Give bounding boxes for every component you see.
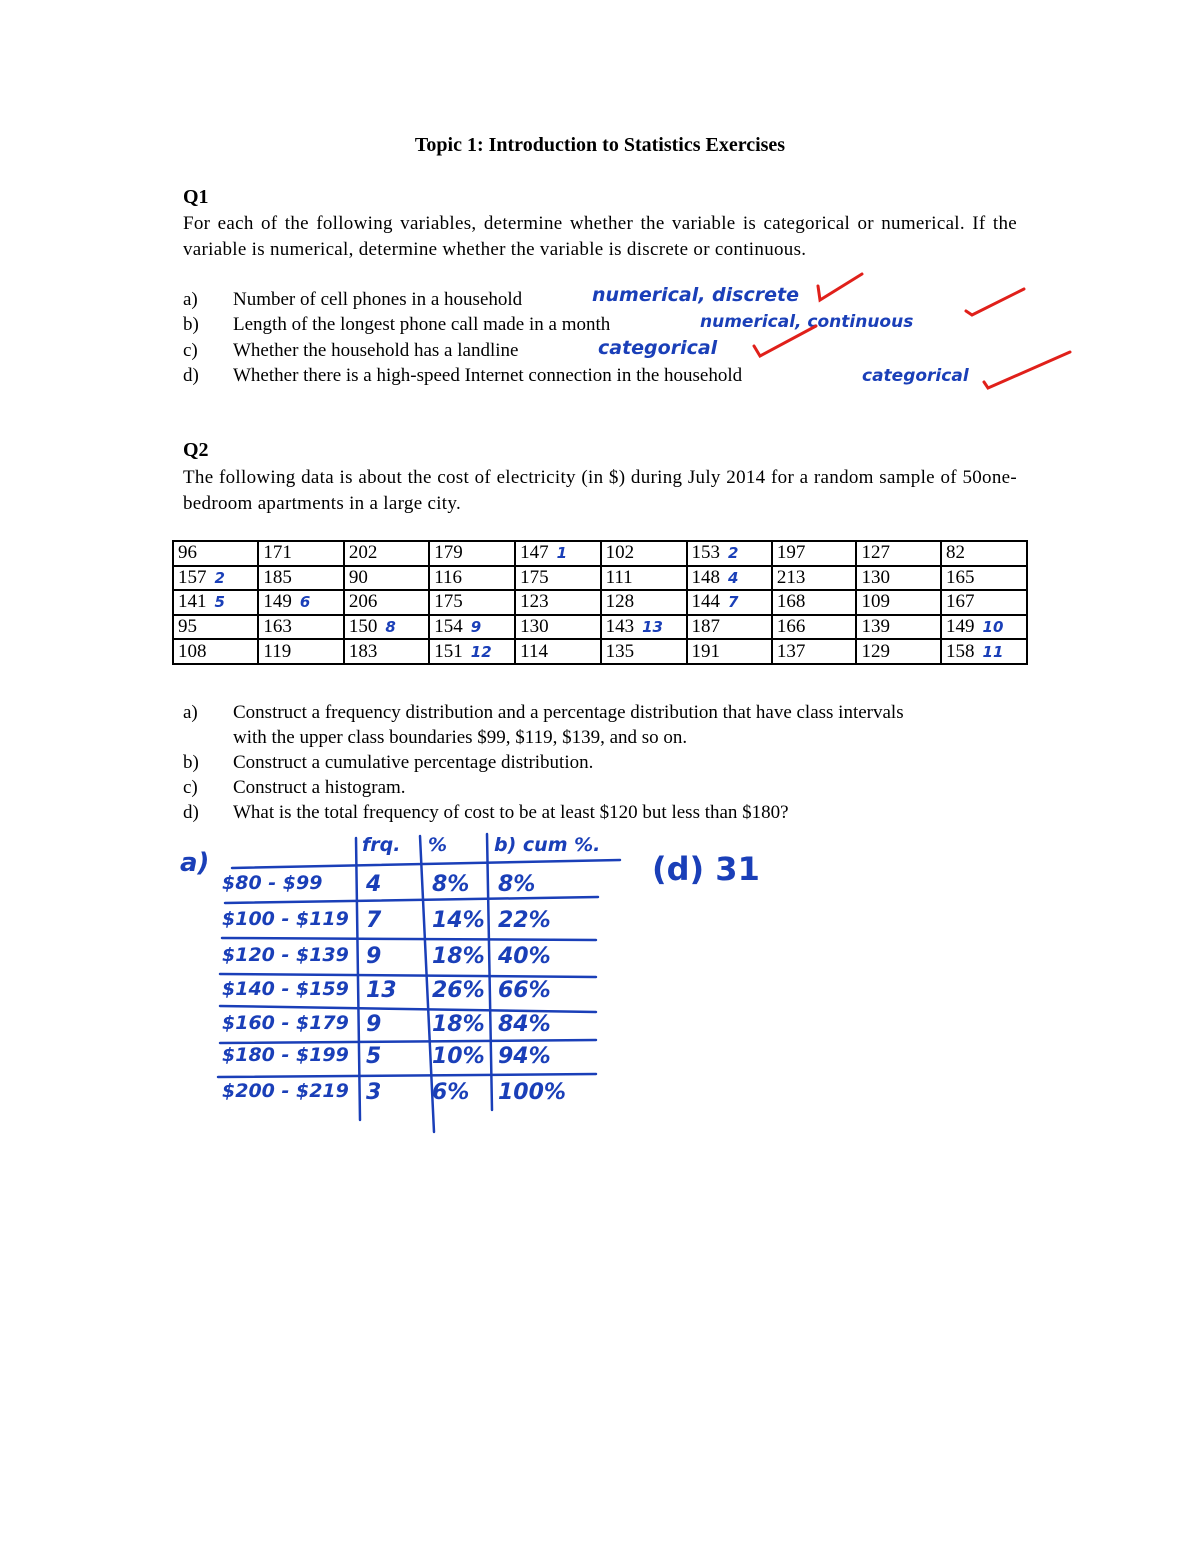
cell-value: 175 — [520, 566, 549, 588]
handwritten-freq: 4 — [366, 872, 382, 897]
cell-value: 153 — [691, 542, 720, 564]
handwritten-class: $180 - $199 — [222, 1044, 349, 1066]
handwritten-tally: 10 — [982, 618, 1004, 637]
q1-heading: Q1 — [183, 186, 209, 208]
handwritten-header: frq. — [362, 834, 401, 856]
cell-value: 206 — [348, 591, 378, 613]
handwritten-tally: 5 — [214, 593, 225, 612]
cell-value: 119 — [263, 640, 292, 662]
cell-value: 163 — [263, 616, 292, 638]
cell-value: 157 — [178, 566, 207, 588]
cell-value: 166 — [776, 616, 806, 638]
handwritten-cum: 84% — [498, 1012, 551, 1037]
cell-value: 149 — [263, 591, 292, 613]
cell-value: 130 — [861, 566, 890, 588]
handwritten-class: $120 - $139 — [222, 944, 349, 966]
cell-value: 127 — [861, 542, 890, 564]
handwritten-answer-d: categorical — [862, 366, 969, 386]
cell-value: 108 — [178, 640, 207, 662]
q1-intro: For each of the following variables, determine whether the variable is categorical or numerical. If the variable is numerical, determine whether the variable is discrete or continuous. — [183, 213, 1017, 260]
cell-value: 111 — [605, 566, 633, 588]
cell-value: 197 — [776, 542, 806, 564]
handwritten-class: $160 - $179 — [222, 1012, 349, 1034]
cell-value: 158 — [946, 640, 975, 662]
handwritten-pct: 18% — [432, 944, 485, 969]
handwritten-pct: 6% — [432, 1080, 470, 1105]
handwritten-cum: 22% — [498, 908, 551, 933]
handwritten-freq: 7 — [366, 908, 382, 933]
cell-value: 147 — [520, 542, 549, 564]
handwritten-pct: 14% — [432, 908, 485, 933]
item-text: Whether there is a high-speed Internet connection in the household — [233, 365, 743, 386]
item-label: d) — [183, 365, 199, 386]
cell-value: 165 — [946, 566, 975, 588]
handwritten-tally: 2 — [728, 544, 739, 563]
cell-value: 123 — [520, 591, 549, 613]
cell-value: 213 — [776, 566, 806, 588]
handwritten-tally: 2 — [214, 568, 225, 587]
cell-value: 149 — [946, 616, 975, 638]
item-text: with the upper class boundaries $99, $119, $139, and so on. — [233, 727, 688, 748]
cell-value: 202 — [348, 542, 378, 564]
cell-value: 114 — [520, 640, 548, 662]
item-text: Number of cell phones in a household — [233, 289, 523, 310]
handwritten-tally: 7 — [728, 593, 739, 612]
handwritten-answer-b: numerical, continuous — [700, 312, 914, 332]
handwritten-tally: 12 — [470, 642, 492, 661]
item-text: Construct a histogram. — [233, 777, 406, 798]
item-text: What is the total frequency of cost to be at least $120 but less than $180? — [233, 802, 789, 823]
handwritten-part-label: a) — [180, 848, 210, 878]
cell-value: 167 — [946, 591, 975, 613]
cell-value: 185 — [263, 566, 292, 588]
item-label: a) — [183, 702, 198, 723]
handwritten-pct: 18% — [432, 1012, 485, 1037]
cell-value: 137 — [776, 640, 806, 662]
item-label: d) — [183, 802, 199, 823]
item-label: c) — [183, 340, 198, 361]
item-label: c) — [183, 777, 198, 798]
handwritten-answer-a: numerical, discrete — [592, 284, 799, 306]
handwritten-header: b) cum %. — [494, 834, 601, 856]
cell-value: 179 — [434, 542, 463, 564]
page-title: Topic 1: Introduction to Statistics Exercises — [414, 134, 786, 156]
handwritten-cum: 100% — [498, 1080, 566, 1105]
handwritten-freq: 9 — [366, 1012, 382, 1037]
item-text: Construct a cumulative percentage distribution. — [233, 752, 594, 773]
handwritten-freq: 13 — [366, 978, 397, 1003]
handwritten-class: $200 - $219 — [222, 1080, 349, 1102]
cell-value: 90 — [348, 566, 368, 588]
cell-value: 148 — [691, 566, 720, 588]
cell-value: 128 — [605, 591, 635, 613]
cell-value: 187 — [691, 616, 720, 638]
cell-value: 95 — [178, 616, 197, 638]
cell-value: 143 — [605, 616, 635, 638]
handwritten-answer-d-total: (d) 31 — [652, 850, 760, 888]
cell-value: 129 — [861, 640, 890, 662]
handwritten-tally: 9 — [470, 618, 482, 637]
cell-value: 175 — [434, 591, 463, 613]
handwritten-cum: 40% — [498, 944, 551, 969]
cell-value: 183 — [348, 640, 378, 662]
handwritten-tally: 13 — [642, 618, 663, 637]
handwritten-pct: 10% — [432, 1044, 485, 1069]
handwritten-freq: 9 — [366, 944, 382, 969]
item-text: Length of the longest phone call made in a month — [233, 314, 611, 335]
cell-value: 154 — [434, 616, 463, 638]
cell-value: 171 — [263, 542, 292, 564]
handwritten-class: $140 - $159 — [222, 978, 349, 1000]
cell-value: 151 — [434, 640, 463, 662]
handwritten-tally: 1 — [556, 544, 568, 563]
item-label: b) — [183, 752, 199, 773]
item-text: Whether the household has a landline — [233, 340, 519, 361]
cell-value: 139 — [861, 616, 890, 638]
handwritten-cum: 94% — [498, 1044, 551, 1069]
cell-value: 82 — [946, 542, 966, 564]
handwritten-class: $80 - $99 — [222, 872, 323, 894]
cell-value: 130 — [520, 616, 549, 638]
handwritten-answer-c: categorical — [598, 337, 718, 359]
handwritten-cum: 66% — [498, 978, 551, 1003]
cell-value: 168 — [776, 591, 806, 613]
handwritten-tally: 8 — [385, 618, 396, 637]
cell-value: 141 — [178, 591, 207, 613]
handwritten-freq: 3 — [366, 1080, 382, 1105]
handwritten-cum: 8% — [498, 872, 536, 897]
cell-value: 116 — [434, 566, 463, 588]
handwritten-tally: 4 — [728, 568, 739, 587]
item-label: b) — [183, 314, 199, 335]
cell-value: 135 — [605, 640, 635, 662]
handwritten-tally: 11 — [982, 642, 1004, 661]
handwritten-freq: 5 — [366, 1044, 382, 1069]
cell-value: 102 — [605, 542, 635, 564]
handwritten-header: % — [428, 834, 448, 856]
q2-heading: Q2 — [183, 439, 209, 461]
handwritten-tally: 6 — [299, 593, 311, 612]
cell-value: 150 — [348, 616, 378, 638]
handwritten-class: $100 - $119 — [222, 908, 349, 930]
q2-intro: The following data is about the cost of electricity (in $) during July 2014 for a random sample of 50one-bedroom apartments in a large city. — [183, 467, 1017, 514]
cell-value: 191 — [691, 640, 720, 662]
cell-value: 109 — [861, 591, 890, 613]
handwritten-pct: 8% — [432, 872, 470, 897]
cell-value: 144 — [691, 591, 720, 613]
item-text: Construct a frequency distribution and a percentage distribution that have class intervals — [233, 702, 904, 723]
handwritten-pct: 26% — [432, 978, 485, 1003]
item-label: a) — [183, 289, 198, 310]
cell-value: 96 — [178, 542, 197, 564]
